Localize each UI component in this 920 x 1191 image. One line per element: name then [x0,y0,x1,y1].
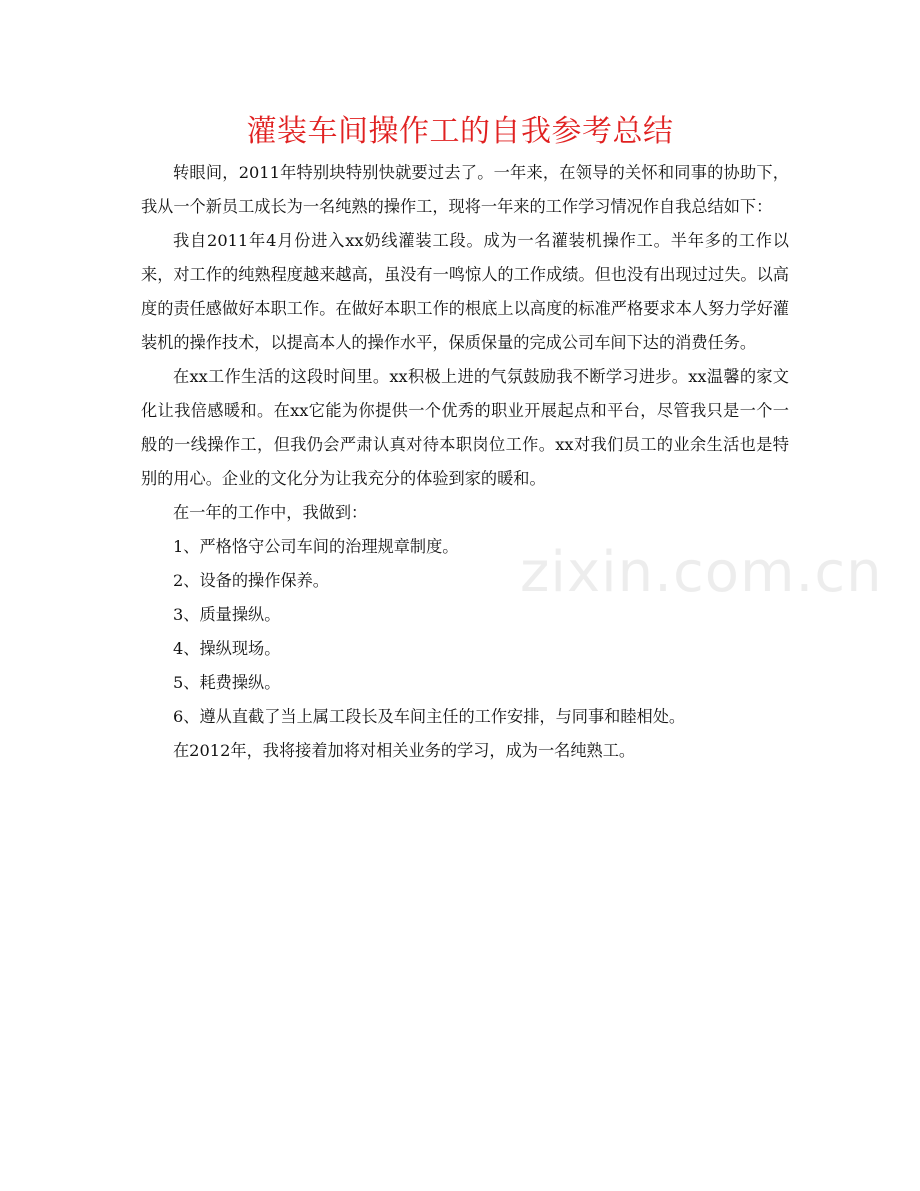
watermark: zixin.com.cn [520,540,883,605]
paragraph-intro: 转眼间，2011年特别块特别快就要过去了。一年来，在领导的关怀和同事的协助下，我从一个新员工成长为一名纯熟的操作工，现将一年来的工作学习情况作自我总结如下： [141,163,789,216]
paragraph-closing: 在2012年，我将接着加将对相关业务的学习，成为一名纯熟工。 [173,741,636,760]
paragraph-culture: 在xx工作生活的这段时间里。xx积极上进的气氛鼓励我不断学习进步。xx温馨的家文化让我倍感暖和。在xx它能为你提供一个优秀的职业开展起点和平台，尽管我只是一个一般的一线操作工，但我仍会严肃认真对待本职岗位工作。xx对我们员工的业余生活也是特别的用心。企业的文化分为让我充分的体验到家的暖和。 [141,367,789,488]
paragraph-achievements-lead: 在一年的工作中，我做到： [173,503,368,522]
list-item: 6、遵从直截了当上属工段长及车间主任的工作安排，与同事和睦相处。 [173,707,686,726]
paragraph-joining: 我自2011年4月份进入xx奶线灌装工段。成为一名灌装机操作工。半年多的工作以来，对工作的纯熟程度越来越高，虽没有一鸣惊人的工作成绩。但也没有出现过过失。以高度的责任感做好本职工作。在做好本职工作的根底上以高度的标准严格要求本人努力学好灌装机的操作技术，以提高本人的操作水平，保质保量的完成公司车间下达的消费任务。 [141,231,789,352]
document-title: 灌装车间操作工的自我参考总结 [246,114,674,149]
list-item: 2、设备的操作保养。 [173,571,329,590]
document-body [141,156,789,768]
list-item: 5、耗费操纵。 [173,673,281,692]
list-item: 1、严格恪守公司车间的治理规章制度。 [173,537,459,556]
list-item: 4、操纵现场。 [173,639,281,658]
list-item: 3、质量操纵。 [173,605,281,624]
